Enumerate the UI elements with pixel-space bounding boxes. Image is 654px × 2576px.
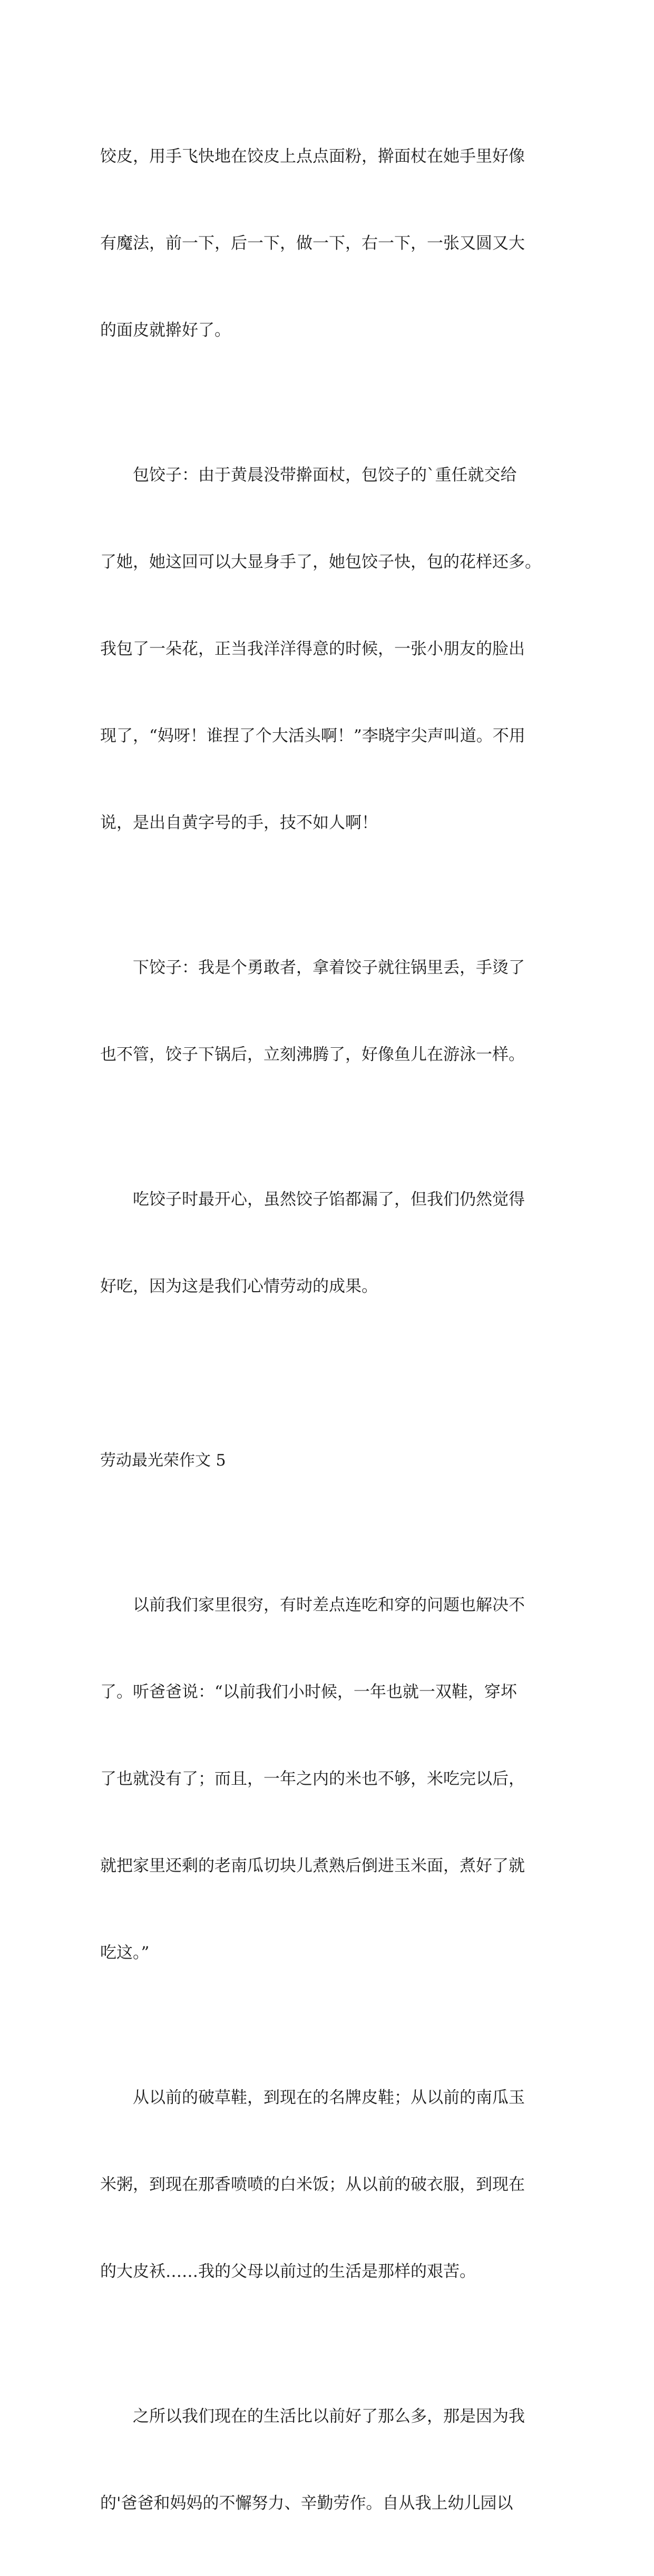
text-line: 有魔法，前一下，后一下，做一下，右一下，一张又圆又大 [100, 234, 525, 253]
text-line: 包饺子：由于黄晨没带擀面杖，包饺子的`重任就交给 [133, 466, 517, 485]
text-line: 说，是出自黄字号的手，技不如人啊！ [100, 813, 378, 832]
paragraph [100, 896, 554, 1127]
text-line: 吃饺子时最开心，虽然饺子馅都漏了，但我们仍然觉得 [133, 1190, 525, 1209]
text-line: 现了，“妈呀！谁捏了个大活头啊！”李晓宇尖声叫道。不用 [100, 726, 525, 745]
paragraph [100, 2344, 554, 2576]
text-line: 我包了一朵花，正当我洋洋得意的时候，一张小朋友的脸出 [100, 640, 525, 658]
text-line: 的'爸爸和妈妈的不懈努力、辛勤劳作。自从我上幼儿园以 [100, 2494, 513, 2513]
text-line: 也不管，饺子下锅后，立刻沸腾了，好像鱼儿在游泳一样。 [100, 1045, 525, 1064]
section-heading [100, 1388, 554, 1533]
text-line: 的大皮袄……我的父母以前过的生活是那样的艰苦。 [100, 2262, 476, 2281]
text-line: 就把家里还剩的老南瓜切块儿煮熟后倒进玉米面，煮好了就 [100, 1856, 525, 1875]
paragraph [100, 1127, 554, 1359]
text-line: 之所以我们现在的生活比以前好了那么多，那是因为我 [133, 2407, 525, 2426]
text-line: 的面皮就擀好了。 [100, 321, 231, 340]
paragraph [100, 84, 554, 403]
document-page [100, 84, 554, 2576]
heading-text: 劳动最光荣作文 5 [100, 1451, 226, 1470]
text-line: 下饺子：我是个勇敢者，拿着饺子就往锅里丢，手烫了 [133, 958, 525, 977]
paragraph [100, 2026, 554, 2344]
text-line: 以前我们家里很穷，有时差点连吃和穿的问题也解决不 [133, 1596, 525, 1615]
text-line: 好吃，因为这是我们心情劳动的成果。 [100, 1277, 378, 1296]
text-line: 从以前的破草鞋，到现在的名牌皮鞋；从以前的南瓜玉 [133, 2088, 525, 2107]
text-line: 了她，她这回可以大显身手了，她包饺子快，包的花样还多。 [100, 553, 541, 572]
text-line: 吃这。” [100, 1943, 150, 1962]
paragraph [100, 403, 554, 896]
paragraph [100, 1533, 554, 2026]
text-line: 了也就没有了；而且，一年之内的米也不够，米吃完以后， [100, 1769, 525, 1788]
text-line: 了。听爸爸说：“以前我们小时候，一年也就一双鞋，穿坏 [100, 1683, 517, 1702]
text-line: 饺皮，用手飞快地在饺皮上点点面粉，擀面杖在她手里好像 [100, 147, 525, 166]
text-line: 米粥，到现在那香喷喷的白米饭；从以前的破衣服，到现在 [100, 2175, 525, 2194]
